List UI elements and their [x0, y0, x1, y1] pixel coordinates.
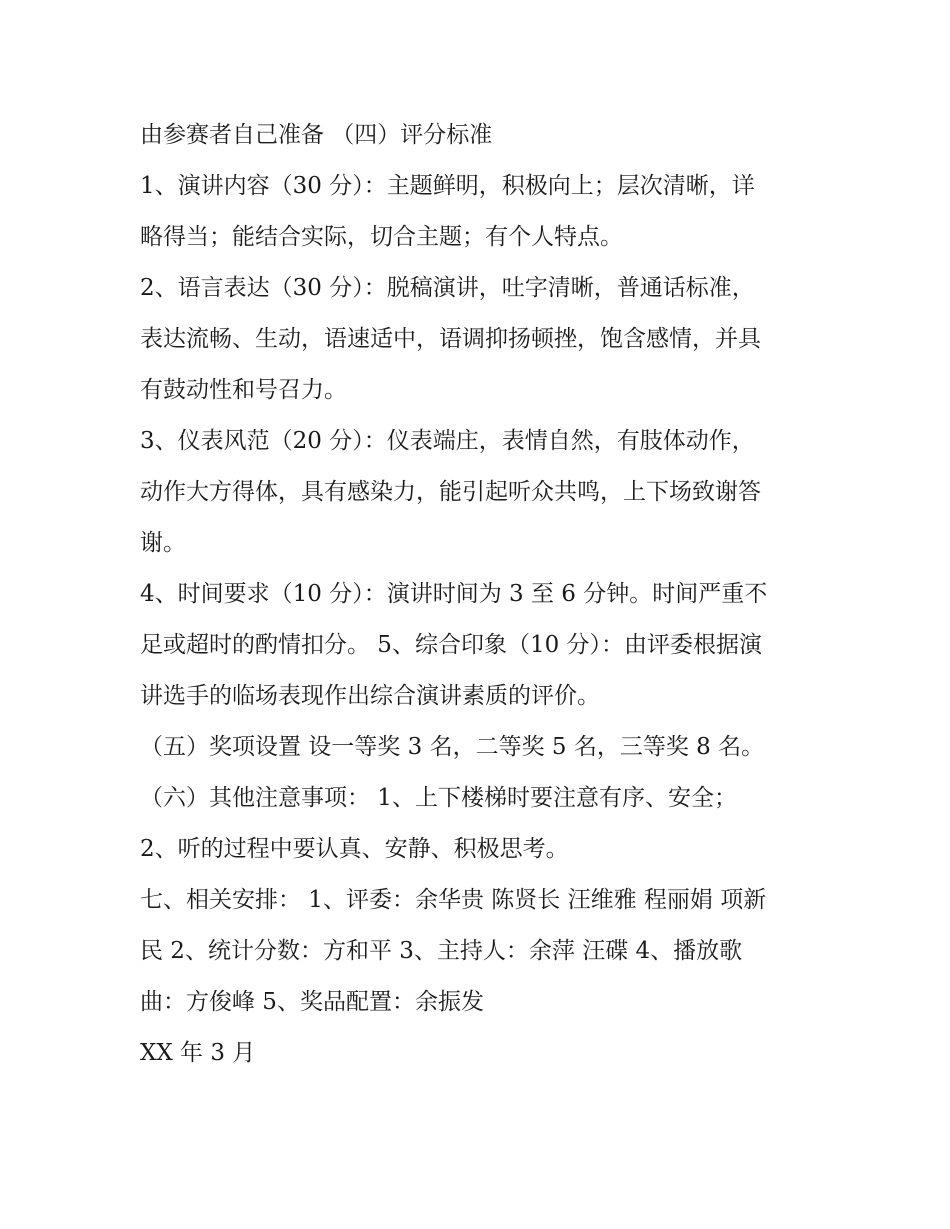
text-line: 4、时间要求（10 分）：演讲时间为 3 至 6 分钟。时间严重不: [140, 581, 768, 607]
text-line: 表达流畅、生动，语速适中，语调抑扬顿挫，饱含感情，并具: [140, 326, 761, 352]
text-line: 1、演讲内容（30 分）：主题鲜明，积极向上；层次清晰，详: [140, 173, 755, 199]
text-line: 有鼓动性和号召力。: [140, 377, 347, 403]
text-line: 略得当；能结合实际，切合主题；有个人特点。: [140, 224, 623, 250]
text-line: （六）其他注意事项： 1、上下楼梯时要注意有序、安全；: [140, 785, 737, 811]
text-line: 讲选手的临场表现作出综合演讲素质的评价。: [140, 683, 600, 709]
text-line: 民 2、统计分数：方和平 3、主持人：余萍 汪碟 4、播放歌: [140, 938, 743, 964]
text-line: 2、听的过程中要认真、安静、积极思考。: [140, 836, 569, 862]
document-body: [140, 110, 820, 1079]
text-line: 动作大方得体，具有感染力，能引起听众共鸣，上下场致谢答: [140, 479, 761, 505]
text-line: 足或超时的酌情扣分。 5、综合印象（10 分）：由评委根据演: [140, 632, 763, 658]
date-line: XX 年 3 月: [140, 1040, 256, 1066]
text-line: 由参赛者自己准备 （四）评分标准: [140, 122, 493, 148]
text-line: （五）奖项设置 设一等奖 3 名，二等奖 5 名，三等奖 8 名。: [140, 734, 765, 760]
text-line: 曲：方俊峰 5、奖品配置：余振发: [140, 989, 484, 1015]
text-line: 3、仪表风范（20 分）：仪表端庄，表情自然，有肢体动作，: [140, 428, 755, 454]
text-line: 2、语言表达（30 分）：脱稿演讲，吐字清晰，普通话标准，: [140, 275, 755, 301]
text-line: 七、相关安排： 1、评委：余华贵 陈贤长 汪维雅 程丽娟 项新: [140, 887, 767, 913]
text-line: 谢。: [140, 530, 186, 556]
